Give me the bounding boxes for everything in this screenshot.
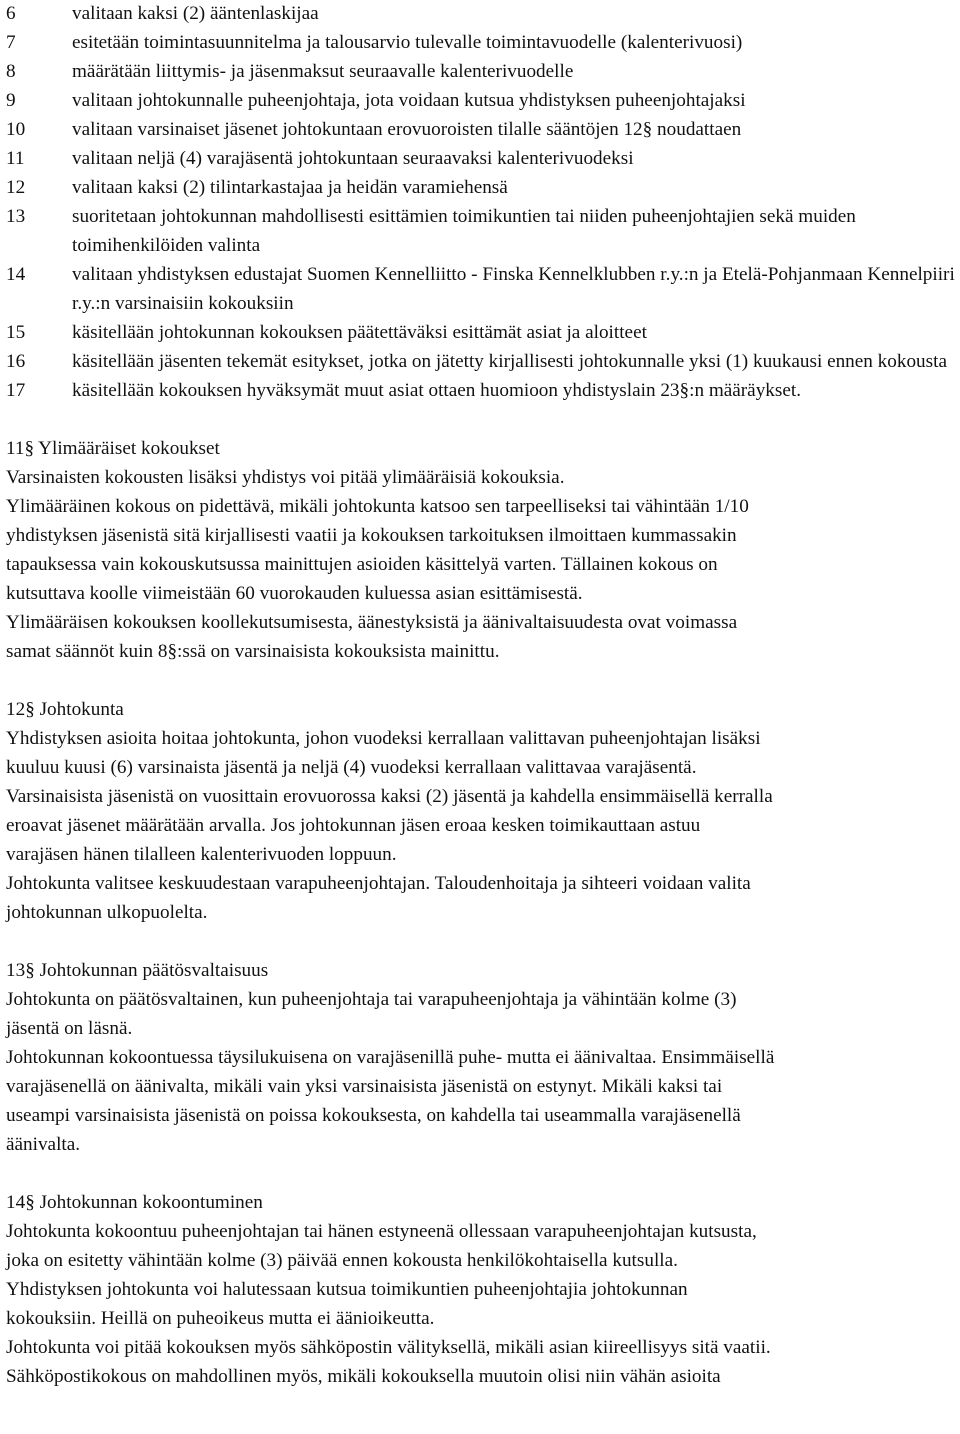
sections-container bbox=[6, 434, 960, 1391]
list-item bbox=[6, 144, 960, 173]
section-heading: 12§ Johtokunta bbox=[6, 699, 124, 720]
section-paragraph: Ylimääräinen kokous on pidettävä, mikäli johtokunta katsoo sen tarpeelliseksi tai vähintään 1/10 yhdistyksen jäsenistä sitä kirjallisesti vaatii ja kokouksen tarkoituksen ilmoittaen kummassakin tapauksessa vain kokouskutsussa mainittujen asioiden käsittelyä varten. Tällainen kokous on kutsuttava koolle viimeistään 60 vuorokauden kuluessa asian esittämisestä. bbox=[6, 496, 749, 604]
document-page bbox=[6, 0, 960, 1391]
section-heading: 11§ Ylimääräiset kokoukset bbox=[6, 438, 220, 459]
section-paragraph: Yhdistyksen asioita hoitaa johtokunta, johon vuodeksi kerrallaan valittavan puheenjohtajan lisäksi kuuluu kuusi (6) varsinaista jäsentä ja neljä (4) vuodeksi kerrallaan valittavaa varajäsentä. bbox=[6, 728, 761, 778]
list-item-number: 7 bbox=[6, 32, 16, 53]
list-item-number: 13 bbox=[6, 206, 26, 227]
list-item-text: valitaan yhdistyksen edustajat Suomen Kennelliitto - Finska Kennelklubben r.y.:n ja Etelä-Pohjanmaan Kennelpiiri r.y.:n varsinaisiin kokouksiin bbox=[72, 264, 955, 314]
list-item bbox=[6, 115, 960, 144]
list-item bbox=[6, 86, 960, 115]
list-item-text: käsitellään kokouksen hyväksymät muut asiat ottaen huomioon yhdistyslain 23§:n määräykset. bbox=[72, 380, 801, 401]
section bbox=[6, 695, 960, 927]
list-item-text: valitaan varsinaiset jäsenet johtokuntaan erovuoroisten tilalle sääntöjen 12§ noudattaen bbox=[72, 119, 742, 140]
section-paragraph: Johtokunta valitsee keskuudestaan varapuheenjohtajan. Taloudenhoitaja ja sihteeri voidaan valita johtokunnan ulkopuolelta. bbox=[6, 873, 751, 923]
section-heading: 14§ Johtokunnan kokoontuminen bbox=[6, 1192, 263, 1213]
list-item-text: käsitellään jäsenten tekemät esitykset, jotka on jätetty kirjallisesti johtokunnalle yksi (1) kuukausi ennen kokousta bbox=[72, 351, 947, 372]
section-paragraph: Johtokunta voi pitää kokouksen myös sähköpostin välityksellä, mikäli asian kiireellisyys sitä vaatii. Sähköpostikokous on mahdollinen myös, mikäli kokouksella muutoin olisi niin vähän asioita bbox=[6, 1337, 771, 1387]
list-item-number: 16 bbox=[6, 351, 26, 372]
list-item-number: 14 bbox=[6, 264, 26, 285]
list-item-number: 11 bbox=[6, 148, 25, 169]
section bbox=[6, 434, 960, 666]
list-item-text: esitetään toimintasuunnitelma ja talousarvio tulevalle toimintavuodelle (kalenterivuosi) bbox=[72, 32, 743, 53]
list-item bbox=[6, 0, 960, 28]
list-item-number: 6 bbox=[6, 3, 16, 24]
list-item-number: 8 bbox=[6, 61, 16, 82]
list-item-number: 9 bbox=[6, 90, 16, 111]
section-paragraph: Varsinaisten kokousten lisäksi yhdistys voi pitää ylimääräisiä kokouksia. bbox=[6, 467, 565, 488]
list-item bbox=[6, 28, 960, 57]
list-item-text: suoritetaan johtokunnan mahdollisesti esittämien toimikuntien tai niiden puheenjohtajien sekä muiden toimihenkilöiden valinta bbox=[72, 206, 856, 256]
list-item bbox=[6, 347, 960, 376]
list-item-text: valitaan johtokunnalle puheenjohtaja, jota voidaan kutsua yhdistyksen puheenjohtajaksi bbox=[72, 90, 746, 111]
section-paragraph: Johtokunta kokoontuu puheenjohtajan tai hänen estyneenä ollessaan varapuheenjohtajan kutsusta, joka on esitetty vähintään kolme (3) päivää ennen kokousta henkilökohtaisella kutsulla. bbox=[6, 1221, 757, 1271]
list-item bbox=[6, 260, 960, 318]
list-item-text: valitaan kaksi (2) tilintarkastajaa ja heidän varamiehensä bbox=[72, 177, 508, 198]
section bbox=[6, 956, 960, 1159]
list-item bbox=[6, 318, 960, 347]
list-item-number: 12 bbox=[6, 177, 26, 198]
list-item bbox=[6, 57, 960, 86]
list-item-number: 17 bbox=[6, 380, 26, 401]
section-paragraph: Yhdistyksen johtokunta voi halutessaan kutsua toimikuntien puheenjohtajia johtokunnan kokouksiin. Heillä on puheoikeus mutta ei äänioikeutta. bbox=[6, 1279, 688, 1329]
section-paragraph: Varsinaisista jäsenistä on vuosittain erovuorossa kaksi (2) jäsentä ja kahdella ensimmäisellä kerralla eroavat jäsenet määrätään arvalla. Jos johtokunnan jäsen eroaa kesken toimikauttaan astuu varajäsen hänen tilalleen kalenterivuoden loppuun. bbox=[6, 786, 773, 865]
list-item-text: valitaan kaksi (2) ääntenlaskijaa bbox=[72, 3, 319, 24]
list-item-text: valitaan neljä (4) varajäsentä johtokuntaan seuraavaksi kalenterivuodeksi bbox=[72, 148, 634, 169]
section-paragraph: Ylimääräisen kokouksen koollekutsumisesta, äänestyksistä ja äänivaltaisuudesta ovat voimassa samat säännöt kuin 8§:ssä on varsinaisista kokouksista mainittu. bbox=[6, 612, 738, 662]
list-item bbox=[6, 202, 960, 260]
section bbox=[6, 1188, 960, 1391]
section-paragraph: Johtokunnan kokoontuessa täysilukuisena on varajäsenillä puhe- mutta ei äänivaltaa. Ensimmäisellä varajäsenellä on äänivalta, mikäli vain yksi varsinaisista jäsenistä on estynyt. Mikäli kaksi tai useampi varsinaisista jäsenistä on poissa kokouksesta, on kahdella tai useammalla varajäsenellä äänivalta. bbox=[6, 1047, 775, 1155]
list-item bbox=[6, 173, 960, 202]
list-item-number: 10 bbox=[6, 119, 26, 140]
list-item-text: määrätään liittymis- ja jäsenmaksut seuraavalle kalenterivuodelle bbox=[72, 61, 574, 82]
section-heading: 13§ Johtokunnan päätösvaltaisuus bbox=[6, 960, 269, 981]
list-item bbox=[6, 376, 960, 405]
agenda-list bbox=[6, 0, 960, 405]
section-paragraph: Johtokunta on päätösvaltainen, kun puheenjohtaja tai varapuheenjohtaja ja vähintään kolme (3) jäsentä on läsnä. bbox=[6, 989, 737, 1039]
list-item-text: käsitellään johtokunnan kokouksen päätettäväksi esittämät asiat ja aloitteet bbox=[72, 322, 647, 343]
list-item-number: 15 bbox=[6, 322, 26, 343]
